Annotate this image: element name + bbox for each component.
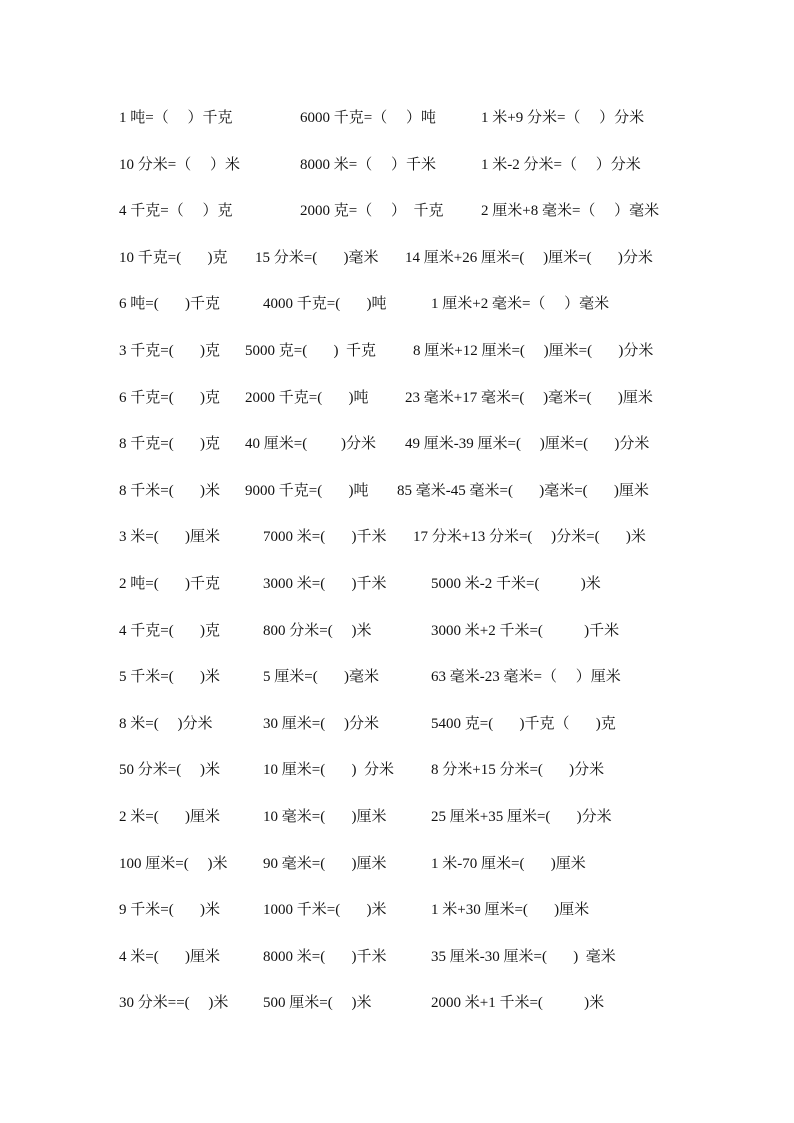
conversion-problem: 1000 千米=( )米 [263,902,387,919]
conversion-problem: 10 千克=( )克 [119,249,228,266]
conversion-problem: 2000 克=（ ） 千克 [300,203,444,220]
conversion-problem: 8000 米=( )千米 [263,948,387,965]
worksheet-row [0,199,794,223]
conversion-problem: 4 千克=（ ）克 [119,203,233,220]
conversion-problem: 6000 千克=（ ）吨 [300,110,436,126]
conversion-problem: 10 分米=（ ）米 [119,156,240,173]
conversion-problem: 1 米-2 分米=（ ）分米 [481,156,641,173]
worksheet-row [0,292,794,316]
conversion-problem: 10 厘米=( ) 分米 [263,762,394,779]
worksheet-row [0,805,794,829]
worksheet-row [0,898,794,922]
conversion-problem: 8 分米+15 分米=( )分米 [431,762,605,779]
conversion-problem: 90 毫米=( )厘米 [263,855,387,872]
conversion-problem: 9000 千克=( )吨 [245,482,369,499]
conversion-problem: 85 毫米-45 毫米=( )毫米=( )厘米 [397,482,649,499]
conversion-problem: 1 吨=（ ）千克 [119,110,233,126]
conversion-problem: 500 厘米=( )米 [263,995,372,1012]
worksheet-row [0,572,794,596]
conversion-problem: 35 厘米-30 厘米=( ) 毫米 [431,948,616,965]
conversion-problem: 49 厘米-39 厘米=( )厘米=( )分米 [405,436,650,453]
worksheet-row [0,246,794,270]
conversion-problem: 4 千克=( )克 [119,622,220,639]
worksheet-row [0,712,794,736]
conversion-problem: 14 厘米+26 厘米=( )厘米=( )分米 [405,249,653,266]
conversion-problem: 4000 千克=( )吨 [263,296,387,313]
conversion-problem: 4 米=( )厘米 [119,948,220,965]
conversion-problem: 63 毫米-23 毫米=（ ）厘米 [431,669,621,686]
conversion-problem: 3000 米+2 千米=( )千米 [431,622,620,639]
conversion-problem: 5400 克=( )千克（ )克 [431,715,616,732]
conversion-problem: 2 吨=( )千克 [119,576,220,592]
worksheet-row [0,106,794,130]
conversion-problem: 8 米=( )分米 [119,715,213,732]
conversion-problem: 8 千米=( )米 [119,482,220,499]
conversion-problem: 5 千米=( )米 [119,669,220,686]
worksheet-row [0,339,794,363]
conversion-problem: 30 分米==( )米 [119,995,229,1012]
conversion-problem: 17 分米+13 分米=( )分米=( )米 [413,529,646,546]
worksheet-row [0,153,794,177]
conversion-problem: 8000 米=（ ）千米 [300,156,436,173]
conversion-problem: 7000 米=( )千米 [263,529,387,546]
conversion-problem: 8 厘米+12 厘米=( )厘米=( )分米 [413,343,654,359]
conversion-problem: 3 米=( )厘米 [119,529,220,546]
worksheet-row [0,525,794,549]
worksheet-row [0,432,794,456]
conversion-problem: 5000 克=( ) 千克 [245,343,376,359]
conversion-problem: 1 米+30 厘米=( )厘米 [431,902,590,919]
worksheet-row [0,758,794,782]
conversion-problem: 3000 米=( )千米 [263,576,387,592]
worksheet-row [0,619,794,643]
conversion-problem: 5000 米-2 千米=( )米 [431,576,601,592]
conversion-problem: 1 厘米+2 毫米=（ ）毫米 [431,296,610,313]
conversion-problem: 2000 米+1 千米=( )米 [431,995,605,1012]
conversion-problem: 2 米=( )厘米 [119,809,220,825]
conversion-problem: 1 米-70 厘米=( )厘米 [431,855,586,872]
conversion-problem: 2 厘米+8 毫米=（ ）毫米 [481,203,660,220]
conversion-problem: 23 毫米+17 毫米=( )毫米=( )厘米 [405,389,653,406]
worksheet-row [0,945,794,969]
conversion-problem: 5 厘米=( )毫米 [263,669,379,686]
conversion-problem: 1 米+9 分米=（ ）分米 [481,110,645,126]
worksheet-row [0,665,794,689]
worksheet-row [0,386,794,410]
worksheet-row [0,991,794,1015]
conversion-problem: 50 分米=( )米 [119,762,220,779]
conversion-problem: 25 厘米+35 厘米=( )分米 [431,809,612,825]
conversion-problem: 3 千克=( )克 [119,343,220,359]
conversion-problem: 30 厘米=( )分米 [263,715,379,732]
conversion-problem: 6 吨=( )千克 [119,296,220,313]
conversion-problem: 9 千米=( )米 [119,902,220,919]
conversion-problem: 10 毫米=( )厘米 [263,809,387,825]
conversion-problem: 15 分米=( )毫米 [255,249,379,266]
worksheet-row [0,479,794,503]
conversion-problem: 40 厘米=( )分米 [245,436,376,453]
conversion-problem: 800 分米=( )米 [263,622,372,639]
conversion-problem: 8 千克=( )克 [119,436,220,453]
worksheet-row [0,852,794,876]
conversion-problem: 6 千克=( )克 [119,389,220,406]
conversion-problem: 100 厘米=( )米 [119,855,228,872]
conversion-problem: 2000 千克=( )吨 [245,389,369,406]
